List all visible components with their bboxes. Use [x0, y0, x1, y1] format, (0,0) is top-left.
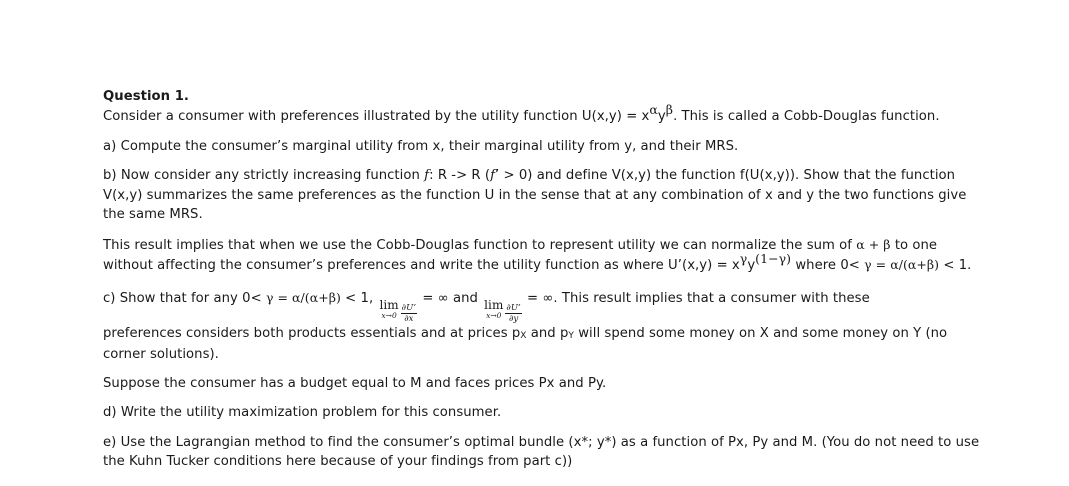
exponent-gamma: γ: [739, 250, 748, 266]
eq-infinity-and: = ∞ and: [418, 290, 483, 306]
function-f-prime: f: [490, 168, 496, 183]
exponent-alpha: α: [649, 101, 658, 117]
partial-derivative-x: [401, 304, 417, 324]
question-title: Question 1.: [103, 89, 189, 104]
part-c-lt-one: < 1,: [340, 290, 378, 306]
partial-x-denominator: ∂x: [404, 314, 414, 324]
question-intro: [103, 101, 983, 127]
part-d: d) Write the utility maximization problem for this consumer.: [103, 405, 502, 420]
alpha-plus-beta: α + β: [856, 236, 891, 252]
limit-y: [484, 299, 503, 320]
normalize-mid: to one without affecting the consumer’s preferences and write the utility function as where U’(x,y) = x: [103, 237, 938, 273]
question-document: [103, 87, 983, 482]
part-c: [103, 286, 983, 364]
budget-statement: Suppose the consumer has a budget equal to M and faces prices Px and Py.: [103, 375, 607, 391]
gamma-definition: γ = α/(α+β): [864, 257, 940, 272]
normalize-post: < 1.: [939, 258, 972, 273]
price-x-subscript: X: [520, 330, 527, 341]
part-a: a) Compute the consumer’s marginal utility from x, their marginal utility from y, and their MRS.: [103, 138, 739, 154]
intro-text-pre: Consider a consumer with preferences illustrated by the utility function U(x,y) = x: [103, 109, 650, 124]
limit-x-subscript: x→0: [381, 310, 397, 320]
normalize-where: where 0<: [791, 258, 865, 273]
part-c-line2-mid: and p: [526, 325, 569, 341]
part-e: e) Use the Lagrangian method to find the consumer’s optimal bundle (x*; y*) as a function of Px, Py and M. (You do not need to use the Kuhn Tucker conditions here because of your findings from part c)): [103, 434, 980, 469]
part-b-rest: ’ > 0) and define V(x,y) the function f(U(x,y)). Show that the function V(x,y) summarizes the same preferences as the function U in the sense that at any combination of x and y the two functions give the same MRS.: [103, 168, 967, 222]
part-c-line2-post: will spend some money on X and some money on Y (no corner solutions).: [103, 325, 948, 362]
normalize-pre: This result implies that when we use the Cobb-Douglas function to represent utility we can normalize the sum of: [103, 237, 857, 253]
function-f: f: [424, 168, 430, 183]
part-b-colon: : R -> R (: [429, 168, 491, 183]
part-c-pre: c) Show that for any 0<: [103, 290, 266, 306]
partial-y-denominator: ∂y: [508, 314, 519, 324]
limit-x-word: lim: [379, 297, 399, 312]
intro-text-post: . This is called a Cobb-Douglas function.: [673, 109, 940, 124]
intro-text-y: y: [657, 109, 666, 124]
part-c-gamma-definition: γ = α/(α+β): [265, 289, 341, 305]
partial-x-numerator: ∂U’: [401, 302, 417, 313]
limit-x: [379, 299, 398, 320]
part-c-line2-pre: preferences considers both products essentials and at prices p: [103, 325, 521, 341]
eq-infinity-post: = ∞. This result implies that a consumer with these: [522, 290, 870, 306]
partial-derivative-y: [505, 304, 521, 324]
limit-y-word: lim: [484, 297, 504, 312]
exponent-beta: β: [665, 101, 674, 117]
part-b: [103, 166, 983, 225]
exponent-one-minus-gamma: (1−γ): [755, 250, 792, 266]
price-y-subscript: Y: [568, 330, 574, 341]
part-b-pre: b) Now consider any strictly increasing function: [103, 168, 425, 183]
partial-y-numerator: ∂U’: [506, 302, 521, 313]
normalize-y: y: [747, 258, 756, 273]
limit-y-subscript: x→0: [486, 310, 502, 320]
normalize-paragraph: [103, 235, 983, 276]
